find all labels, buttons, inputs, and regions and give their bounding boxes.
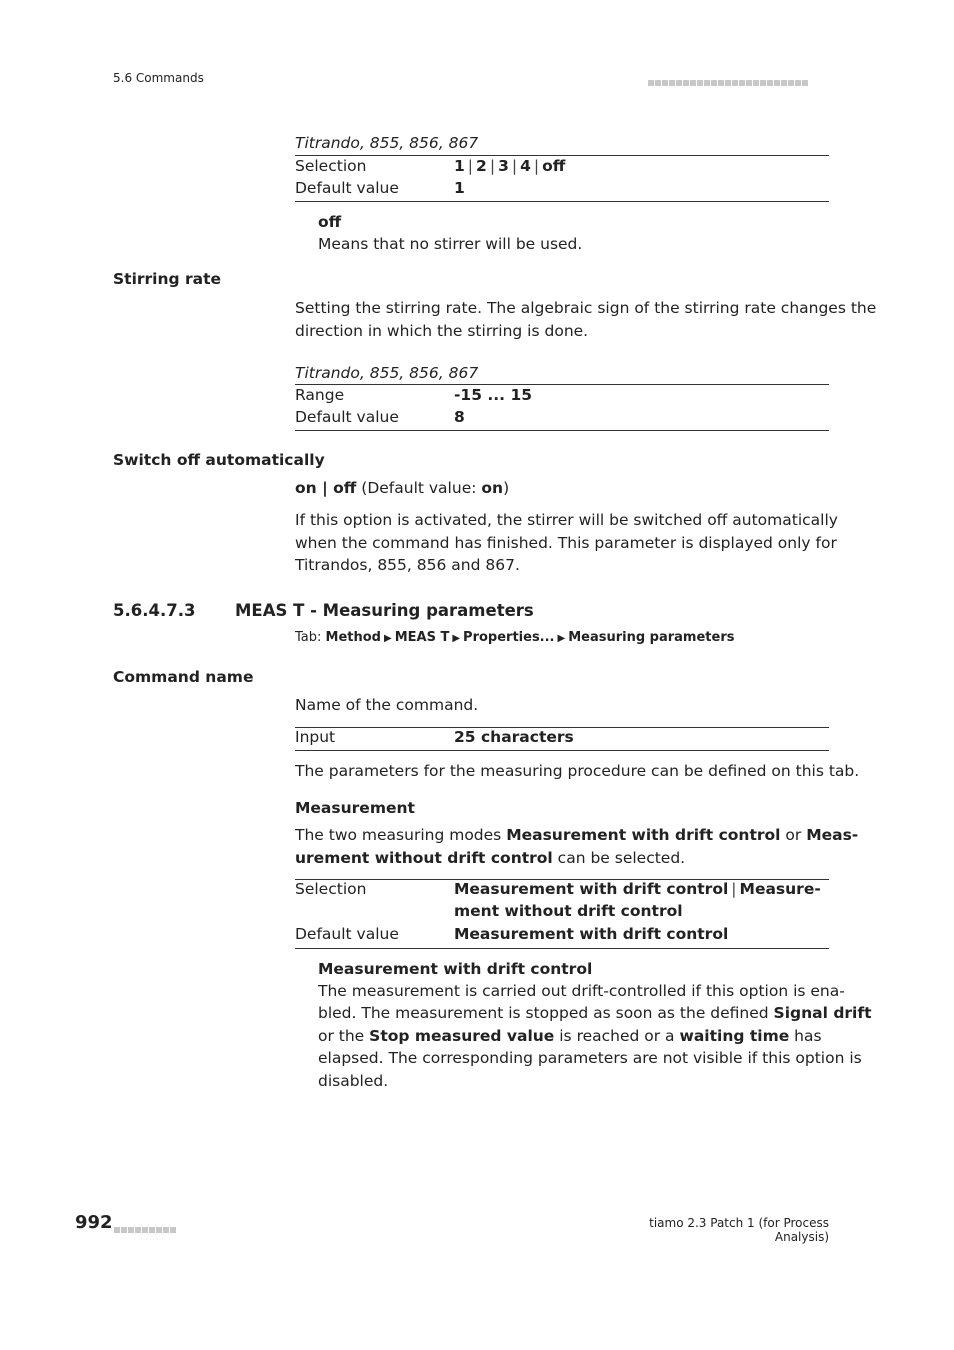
default-prefix: (Default value:: [361, 479, 482, 497]
option-line: [318, 1025, 822, 1048]
row-value: [454, 880, 821, 898]
breadcrumb-item: Method: [325, 630, 381, 645]
values-line: [295, 477, 509, 500]
row-value: 1: [454, 179, 465, 197]
row-value: Measurement with drift control: [454, 925, 729, 943]
table-rule-bottom: [295, 948, 829, 949]
paragraph-line: direction in which the stirring is done.: [295, 322, 589, 340]
param-heading: Switch off automatically: [113, 451, 325, 469]
breadcrumb-item: Measuring parameters: [568, 630, 735, 645]
decor-square: [767, 80, 773, 86]
param-heading: Stirring rate: [113, 270, 222, 288]
separator: |: [489, 157, 496, 175]
paragraph-line: Setting the stirring rate. The algebraic sign of the stirring rate changes the: [295, 299, 877, 317]
param-heading: Command name: [113, 668, 254, 686]
decor-square: [697, 80, 703, 86]
decor-square: [156, 1227, 162, 1233]
decor-square: [114, 1227, 120, 1233]
decor-square: [732, 80, 738, 86]
text: is reached or a: [554, 1027, 680, 1045]
decor-square: [753, 80, 759, 86]
text: The two measuring modes: [295, 826, 507, 844]
values: on | off: [295, 479, 357, 497]
section-title: MEAS T - Measuring parameters: [235, 601, 534, 620]
decor-square: [655, 80, 661, 86]
arrow-right-icon: ▶: [557, 633, 566, 644]
decor-square: [718, 80, 724, 86]
value: 4: [520, 157, 531, 175]
text-bold: Signal drift: [773, 1004, 872, 1022]
decor-square: [795, 80, 801, 86]
row-label: Default value: [295, 179, 399, 197]
text-bold: Meas-: [806, 826, 859, 844]
decor-square: [149, 1227, 155, 1233]
paragraph-line: Name of the command.: [295, 696, 479, 714]
value: 3: [498, 157, 509, 175]
value: 1: [454, 157, 465, 175]
row-label: Selection: [295, 880, 367, 898]
text: or: [780, 826, 807, 844]
text-bold: urement without drift control: [295, 849, 553, 867]
breadcrumb-item: MEAS T: [394, 630, 450, 645]
page-number: 992: [75, 1212, 113, 1233]
decor-square: [662, 80, 668, 86]
arrow-right-icon: ▶: [384, 633, 392, 644]
table-rule-bottom: [295, 750, 829, 751]
decor-square: [170, 1227, 176, 1233]
arrow-right-icon: ▶: [452, 633, 461, 644]
row-value: 8: [454, 408, 465, 426]
option-line: The measurement is carried out drift-controlled if this option is ena-: [318, 982, 845, 1000]
option-description: Means that no stirrer will be used.: [318, 235, 583, 253]
decor-square: [760, 80, 766, 86]
decor-square: [711, 80, 717, 86]
breadcrumb: [295, 630, 734, 645]
table-rule-top: [295, 384, 829, 385]
value: off: [542, 157, 566, 175]
text: bled. The measurement is stopped as soon as the defined: [318, 1004, 774, 1022]
separator: |: [467, 157, 474, 175]
paragraph-line: [295, 824, 858, 847]
table-rule-top: [295, 155, 829, 156]
row-label: Default value: [295, 408, 399, 426]
decor-square: [725, 80, 731, 86]
separator: |: [731, 880, 737, 898]
decor-square: [802, 80, 808, 86]
value: 2: [476, 157, 487, 175]
decor-square: [781, 80, 787, 86]
table-rule-bottom: [295, 430, 829, 431]
row-label: Range: [295, 386, 345, 404]
value: Measurement with drift control: [454, 880, 729, 898]
footer-decoration: [114, 1219, 184, 1229]
row-label: Input: [295, 728, 336, 746]
separator: |: [511, 157, 518, 175]
header-decoration: [648, 72, 829, 82]
option-title: off: [318, 213, 342, 231]
decor-square: [788, 80, 794, 86]
paragraph-line: Titrandos, 855, 856 and 867.: [295, 556, 520, 574]
decor-square: [128, 1227, 134, 1233]
decor-square: [135, 1227, 141, 1233]
table-caption: Titrando, 855, 856, 867: [295, 134, 479, 152]
decor-square: [121, 1227, 127, 1233]
text-bold: Stop measured value: [369, 1027, 555, 1045]
row-label: Default value: [295, 925, 399, 943]
row-value: -15 ... 15: [454, 386, 533, 404]
subheading: Measurement: [295, 799, 415, 817]
text: has: [789, 1027, 822, 1045]
text-bold: waiting time: [679, 1027, 790, 1045]
decor-square: [739, 80, 745, 86]
decor-square: [676, 80, 682, 86]
option-line: disabled.: [318, 1072, 389, 1090]
text-bold: Measurement with drift control: [506, 826, 781, 844]
decor-square: [142, 1227, 148, 1233]
table-rule-bottom: [295, 201, 829, 202]
paragraph-line: [295, 847, 685, 870]
decor-square: [669, 80, 675, 86]
paragraph-line: when the command has finished. This parameter is displayed only for: [295, 534, 837, 552]
decor-square: [746, 80, 752, 86]
default-value: on: [481, 479, 504, 497]
decor-square: [704, 80, 710, 86]
row-label: Selection: [295, 157, 367, 175]
decor-square: [648, 80, 654, 86]
footer-product: tiamo 2.3 Patch 1 (for Process Analysis): [649, 1216, 829, 1244]
decor-square: [774, 80, 780, 86]
option-title: Measurement with drift control: [318, 960, 593, 978]
text: or the: [318, 1027, 370, 1045]
decor-square: [163, 1227, 169, 1233]
paragraph-line: If this option is activated, the stirrer will be switched off automatically: [295, 511, 838, 529]
value: Measure-: [739, 880, 821, 898]
table-caption: Titrando, 855, 856, 867: [295, 364, 479, 382]
option-line: [318, 1002, 872, 1025]
decor-square: [690, 80, 696, 86]
section-number: 5.6.4.7.3: [113, 601, 196, 620]
option-line: elapsed. The corresponding parameters are not visible if this option is: [318, 1049, 862, 1067]
breadcrumb-item: Properties...: [463, 630, 555, 645]
selection-values: [454, 157, 565, 175]
paragraph-line: The parameters for the measuring procedure can be defined on this tab.: [295, 762, 860, 780]
running-header-section: 5.6 Commands: [113, 71, 204, 85]
decor-square: [683, 80, 689, 86]
default-suffix: ): [503, 479, 510, 497]
row-value-cont: ment without drift control: [454, 902, 683, 920]
tab-label: Tab:: [295, 630, 322, 645]
text: can be selected.: [552, 849, 686, 867]
row-value: 25 characters: [454, 728, 574, 746]
separator: |: [533, 157, 540, 175]
